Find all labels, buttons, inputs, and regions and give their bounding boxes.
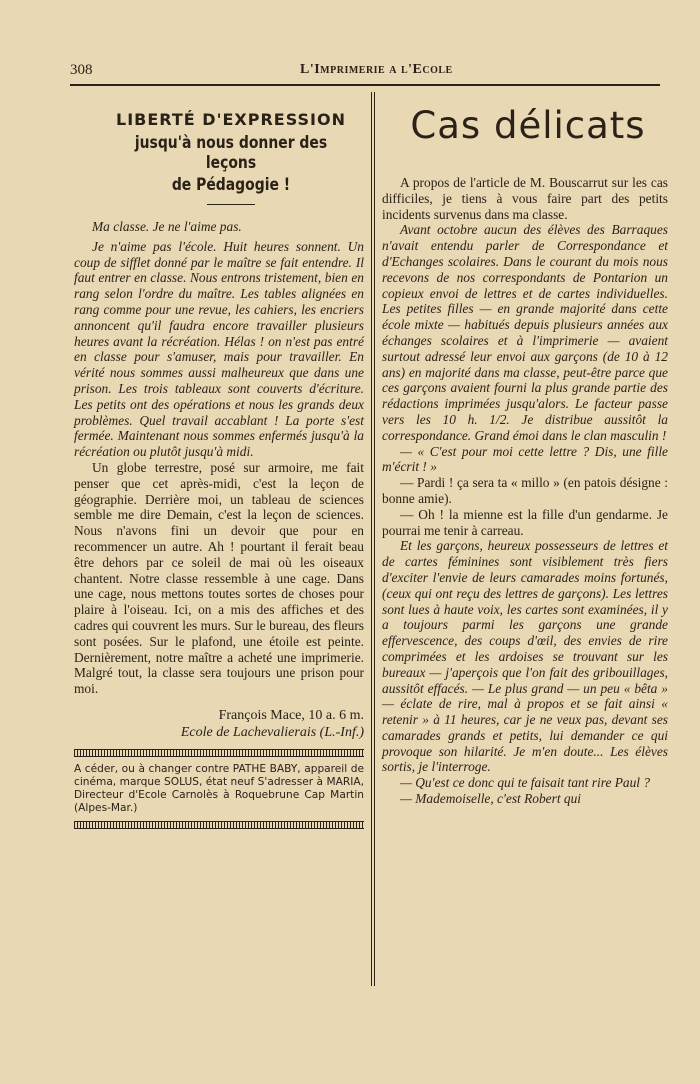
right-paragraph: A propos de l'article de M. Bouscarrut sur les cas difficiles, je tiens à vous faire part des petits incidents survenus dans ma classe. <box>382 175 668 222</box>
title-separator <box>207 204 255 205</box>
left-article-title: LIBERTÉ D'EXPRESSION <box>116 110 346 129</box>
ad-top-border <box>74 749 364 757</box>
column-divider-inner <box>374 92 375 986</box>
right-column <box>382 104 668 807</box>
right-paragraph: — Mademoiselle, c'est Robert qui <box>400 791 581 807</box>
page-number: 308 <box>70 62 93 78</box>
journal-title: L'Imprimerie a l'Ecole <box>300 62 453 77</box>
page-header <box>70 60 660 82</box>
right-paragraph: — Pardi ! ça sera ta « millo » (en patois désigne : bonne amie). <box>382 475 668 506</box>
column-divider <box>371 92 372 986</box>
left-article-subtitle-line1: jusqu'à nous donner des leçons <box>134 133 328 173</box>
right-paragraph: — Oh ! la mienne est la fille d'un gendarme. Je pourrai me tenir à carreau. <box>382 506 668 538</box>
classified-ad: A céder, ou à changer contre PATHE BABY, appareil de cinéma, marque SOLUS, état neuf S'adresser à MARIA, Directeur d'Ecole Carnolès à Roquebrune Cap Martin (Alpes-Mar.) <box>74 762 364 814</box>
right-paragraph: — « C'est pour moi cette lettre ? Dis, une fille m'écrit ! » <box>382 443 668 475</box>
right-article-title: Cas délicats <box>410 104 646 147</box>
right-paragraph: Avant octobre aucun des élèves des Barraques n'avait entendu parler de Correspondance et d'Echanges scolaires. Dans le courant du mois nous recevons de nos correspondants de Pontarion un copieux envoi de lettres et de cartes individuelles. Les petites filles — en grande majorité dans cette école mixte — habitués depuis plusieurs années aux échanges scolaires et à l'imprimerie — avaient surtout adressé leur envoi aux garçons (de 10 à 12 ans) en majorité dans ma classe, peut-être parce que ces garçons avaient fourni la plus grande partie des rédactions imprimées jusqu'alors. Le facteur passe vers les 10 h. 1/2. Je distribue aussitôt la correspondance. Grand émoi dans le clan masculin ! <box>382 222 668 443</box>
header-rule <box>70 84 660 86</box>
ad-bottom-border <box>74 821 364 829</box>
signature-name: François Mace, 10 a. 6 m. <box>218 707 364 723</box>
left-paragraph: Je n'aime pas l'école. Huit heures sonnent. Un coup de sifflet donné par le maître se fait entendre. Il faut entrer en classe. Nous entrons tristement, bien en rang selon l'ordre du maître. Les tables alignées en rang comme pour une revue, les cahiers, les encriers annoncent qu'il faudra encore travailler plusieurs heures avant la récréation. Hélas ! on n'est pas entré en classe pour s'amuser, mais pour travailler. En vérité nous sommes aussi malheureux que dans une prison. Les trois tableaux sont couverts d'écriture. Les petits ont des opérations et nous les grands deux problèmes. Quel travail accablant ! La porte s'est fermée. Maintenant nous sommes enfermés jusqu'à la récréation ou plutôt jusqu'à midi. <box>74 238 364 460</box>
left-paragraph: Ma classe. Je ne l'aime pas. <box>92 219 242 234</box>
left-column <box>74 110 364 829</box>
right-paragraph: Et les garçons, heureux possesseurs de lettres et de cartes féminines sont visiblement très fiers d'exciter l'envie de leurs camarades moins fortunés, (ceux qui ont reçu des lettres de garçons). Les lettres sont lues à haute voix, les cartes sont examinées, il y a toujours parmi les garçons une grande effervescence, des coups d'œil, des envies de rire comprimées et les ardoises se trouvant sur les bureaux — j'aperçois que l'on fait des gribouillages, aussitôt effacés. — Le plus grand — un peu « bêta » — éclate de rire, mal à propos et se fait ainsi « retenir » à 11 heures, car je ne veux pas, devant ses camarades grands et petits, lui demander ce qui provoque son hilarité. Je m'en doute... Les élèves sortis, je l'interroge. <box>382 538 668 775</box>
left-article-subtitle-line2: de Pédagogie ! <box>171 175 291 195</box>
signature-school: Ecole de Lachevalierais (L.-Inf.) <box>180 724 364 740</box>
right-paragraph: — Qu'est ce donc qui te faisait tant rire Paul ? <box>400 775 651 791</box>
left-paragraph: Un globe terrestre, posé sur armoire, me fait penser que cet après-midi, c'est la leçon de géographie. Derrière moi, un tableau de sciences semble me dire Demain, c'est la leçon de sciences. Nous n'avons fini un devoir que pour en recommencer un autre. Ah ! pourtant il ferait beau être dehors par ce soleil de mai où les oiseaux chantent. Notre classe ressemble à une cage. Dans une cage, nous mettons toutes sortes de choses pour plaire à l'oiseau. Ici, on a mis des affiches et des cadres qui couvrent les murs. Sur le bureau, des fleurs sont posées. Sur le plafond, une étoile est peinte. Dernièrement, notre maître a acheté une imprimerie. Malgré tout, la classe sera toujours une prison pour moi. <box>74 459 364 697</box>
